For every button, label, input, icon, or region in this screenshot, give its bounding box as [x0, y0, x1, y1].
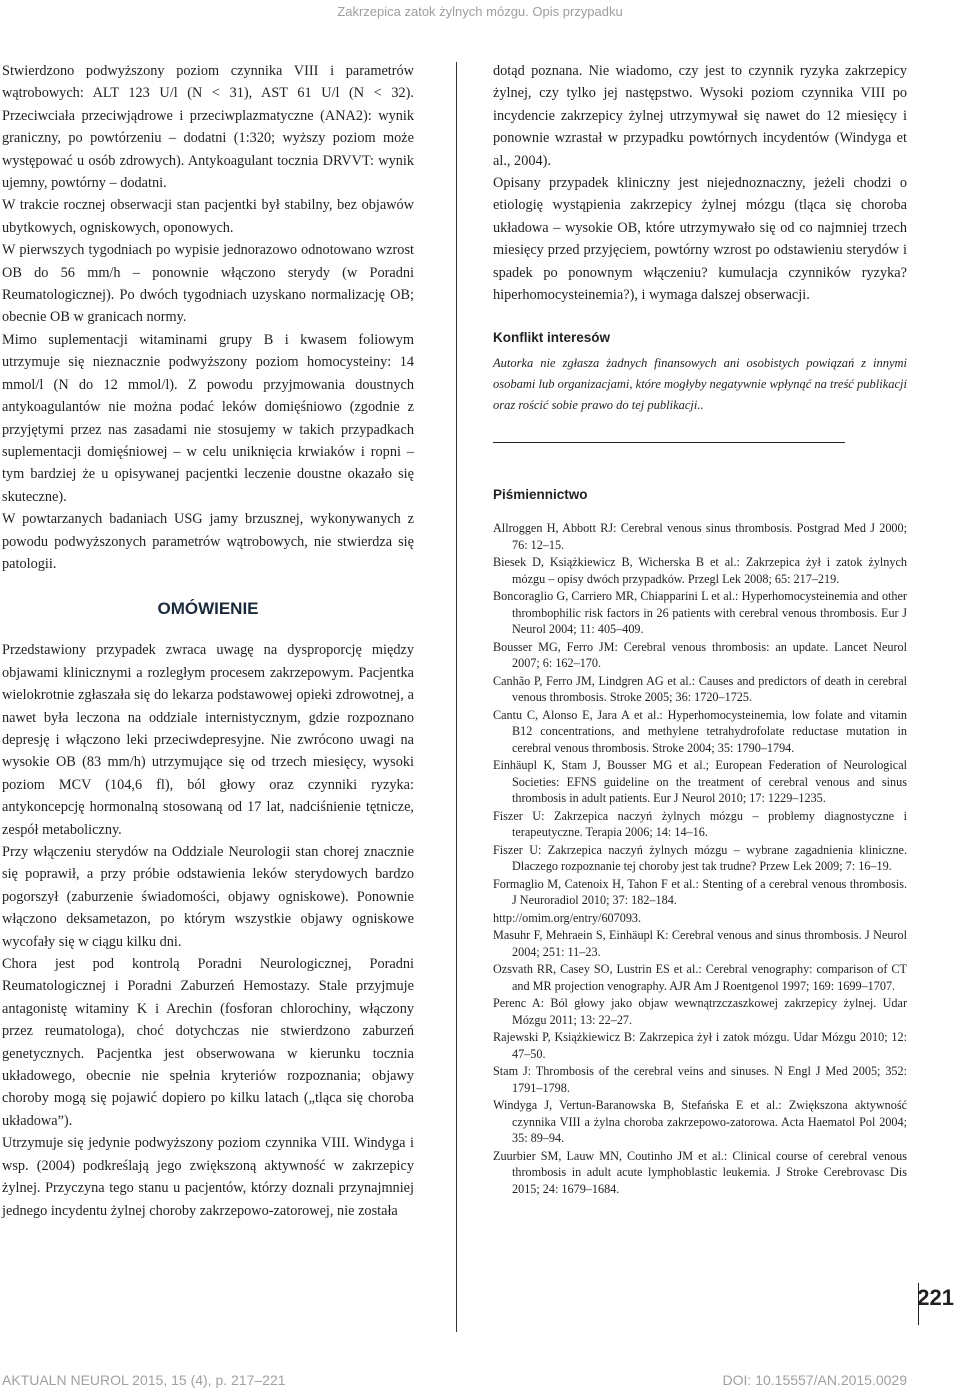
footer-doi: DOI: 10.15557/AN.2015.0029 — [722, 1372, 907, 1388]
left-paragraphs-top — [2, 60, 414, 575]
left-paragraphs-bottom — [2, 639, 414, 1222]
reference-item: Perenc A: Ból głowy jako objaw wewnątrzczaszkowej zakrzepicy żylnej. Udar Mózgu 2011; 13: 22–27. — [493, 996, 907, 1027]
reference-item: Fiszer U: Zakrzepica naczyń żylnych mózgu – wybrane zagadnienia kliniczne. Dlaczego rozpoznanie tej choroby jest tak trudne? Przew Lek 2009; 7: 16–19. — [493, 842, 907, 874]
reference-item: Biesek D, Książkiewicz B, Wicherska B et al.: Zakrzepica żył i zatok żylnych mózgu – opisy dwóch przypadków. Przegl Lek 2008; 65: 217–219. — [493, 555, 907, 586]
column-divider — [456, 62, 457, 1332]
reference-item: Cantu C, Alonso E, Jara A et al.: Hyperhomocysteinemia, low folate and vitamin B12 concentrations, and methylene tetrahydrofolate reductase mutation in cerebral venous thrombosis. Stroke 2004; 35: 1790–1794. — [493, 707, 907, 755]
reference-item: Bousser MG, Ferro JM: Cerebral venous thrombosis: an update. Lancet Neurol 2007; 6: 162–170. — [493, 639, 907, 671]
reference-item: Boncoraglio G, Carriero MR, Chiapparini L et al.: Hyperhomocysteinemia and other thrombophilic risk factors in 26 patients with cerebral venous thrombosis. Eur J Neurol 2004; 11: 405–409. — [493, 589, 907, 637]
reference-item: Stam J: Thrombosis of the cerebral veins and sinuses. N Engl J Med 2005; 352: 1791–1798. — [493, 1064, 907, 1095]
paragraph: Utrzymuje się jedynie podwyższony poziom czynnika VIII. Windyga i wsp. (2004) podkreślają jego zwiększoną aktywność w zakrzepicy żylnej. Przyczyna tego stanu u pacjentów, którzy doznali przynajmniej jednego incydentu żylnej choroby zakrzepowo-zatorowej, nie została — [2, 1135, 414, 1219]
paragraph: W trakcie rocznej obserwacji stan pacjentki był stabilny, bez objawów ubytkowych, ogniskowych, oponowych. — [2, 197, 414, 236]
paragraph: W powtarzanych badaniach USG jamy brzusznej, wykonywanych z powodu podwyższonych parametrów wątrobowych, nie stwierdza się patologii. — [2, 511, 414, 572]
paragraph: Stwierdzono podwyższony poziom czynnika VIII i parametrów wątrobowych: ALT 123 U/l (N < 31), AST 61 U/l (N < 32). Przeciwciała przeciwjądrowe i przeciwplazmatyczne (ANA2): wynik graniczny, po powtórzeniu – dodatni (1:320; wyższy poziom może występować u osób zdrowych). Antykoagulant tocznia DRVVT: wynik ujemny, powtórny – dodatni. — [2, 63, 414, 192]
paragraph: Przedstawiony przypadek zwraca uwagę na dysproporcję między objawami klinicznymi a rozległym procesem zakrzepowym. Pacjentka wielokrotnie zgłaszała się do lekarza podstawowej opieki zdrowotnej, a nawet była leczona na oddziale internistycznym, gdzie rozpoznano depresję i włączono leki przeciwdepresyjne. Nie zwrócono uwagi na wysokie OB (83 mm/h) utrzymujące się od trzech miesięcy, wysoki poziom MCV (104,6 fl), ból głowy oraz czynniki ryzyka: antykoncepcję hormonalną stosowaną od 17 lat, nadciśnienie tętnicze, zespół metaboliczny. — [2, 642, 414, 838]
reference-list — [493, 520, 907, 1197]
running-header: Zakrzepica zatok żylnych mózgu. Opis przypadku — [337, 4, 623, 19]
conflict-text: Autorka nie zgłasza żadnych finansowych ani osobistych powiązań z innymi osobami lub organizacjami, które mogłyby negatywnie wpłynąć na treść publikacji oraz rościć sobie prawo do tej publikacji.. — [493, 356, 907, 413]
footer-journal: AKTUALN NEUROL 2015, 15 (4), p. 217–221 — [2, 1372, 286, 1388]
references-heading: Piśmiennictwo — [493, 487, 588, 503]
horizontal-rule — [493, 442, 845, 443]
paragraph: Przy włączeniu sterydów na Oddziale Neurologii stan chorej znacznie się poprawił, a przy próbie odstawienia leków sterydowych bardzo pogorszył (zaburzenie świadomości, objawy ogniskowe). Ponownie włączono deksametazon, po którym wszystkie objawy ogniskowe wycofały się w ciągu kilku dni. — [2, 844, 414, 950]
reference-item: Formaglio M, Catenoix H, Tahon F et al.: Stenting of a cerebral venous thrombosis. J Neuroradiol 2010; 37: 182–184. — [493, 876, 907, 908]
reference-item: Einhäupl K, Stam J, Bousser MG et al.; European Federation of Neurological Societies: EFNS guideline on the treatment of cerebral venous and sinus thrombosis in adult patients. Eur J Neurol 2010; 17: 1229–1235. — [493, 758, 907, 806]
reference-item: Ozsvath RR, Casey SO, Lustrin ES et al.: Cerebral venography: comparison of CT and MR projection venography. AJR Am J Roentgenol 1997; 169: 1699–1707. — [493, 962, 907, 993]
paragraph: Mimo suplementacji witaminami grupy B i kwasem foliowym utrzymuje się nieznacznie podwyższony poziom homocysteiny: 14 mmol/l (N do 12 mmol/l). Z powodu przyjmowania doustnych antykoagulantów nie można podać leków domięśniowo (zgodnie z przyjętymi przez nas zasadami nie stosujemy w takich przypadkach suplementacji domięśniowej – w celu uniknięcia krwiaków i ropni – tym bardziej że u opisywanej pacjentki leczenie doustne okazało się skuteczne). — [2, 331, 414, 505]
reference-item: Zuurbier SM, Lauw MN, Coutinho JM et al.: Clinical course of cerebral venous thrombosis in adult acute lymphoblastic leukemia. J Stroke Cerebrovasc Dis 2015; 24: 1679–1684. — [493, 1148, 907, 1196]
page-number: 221 — [917, 1285, 954, 1310]
right-column — [493, 60, 907, 1198]
reference-item: Allroggen H, Abbott RJ: Cerebral venous sinus thrombosis. Postgrad Med J 2000; 76: 12–15. — [493, 521, 907, 552]
reference-item: Masuhr F, Mehraein S, Einhäupl K: Cerebral venous and sinus thrombosis. J Neurol 2004; 251: 11–23. — [493, 928, 907, 959]
reference-item: Fiszer U: Zakrzepica naczyń żylnych mózgu – problemy diagnostyczne i terapeutyczne. Terapia 2006; 14: 14–16. — [493, 808, 907, 840]
reference-item: Rajewski P, Książkiewicz B: Zakrzepica żył i zatok mózgu. Udar Mózgu 2010; 12: 47–50. — [493, 1030, 907, 1061]
right-paragraphs — [493, 60, 907, 306]
left-column — [2, 60, 414, 1222]
section-title-discussion: OMÓWIENIE — [157, 599, 259, 619]
conflict-heading: Konflikt interesów — [493, 330, 611, 346]
paragraph: Opisany przypadek kliniczny jest niejednoznaczny, jeżeli chodzi o etiologię wystąpienia zakrzepicy żylnej mózgu (tląca się choroba układowa – wysokie OB, które utrzymywało się od co najmniej trzech miesięcy przed przyjęciem, powtórny wzrost po odstawieniu sterydów i spadek po ponownym włączeniu? kumulacja czynników ryzyka? hiperhomocysteinemia?), i wymaga dalszej obserwacji. — [493, 175, 907, 304]
paragraph: W pierwszych tygodniach po wypisie jednorazowo odnotowano wzrost OB do 56 mm/h – ponownie włączono sterydy (w Poradni Reumatologicznej). Po dwóch tygodniach uzyskano normalizację OB; obecnie OB w granicach normy. — [2, 242, 414, 326]
paragraph: Chora jest pod kontrolą Poradni Neurologicznej, Poradni Reumatologicznej i Poradni Zaburzeń Hemostazy. Stale przyjmuje antagonistę witaminy K i Arechin (fosforan chlorochiny, włączony przez reumatologa), choć dotychczas nie stwierdzono zaburzeń genetycznych. Pacjentka jest obserwowana w kierunku tocznia układowego, obecnie nie spełnia kryteriów rozpoznania; objawy choroby mogą się pojawić dopiero po kilku latach („tląca się choroba układowa”). — [2, 956, 414, 1129]
reference-item: Canhão P, Ferro JM, Lindgren AG et al.: Causes and predictors of death in cerebral venous thrombosis. Stroke 2005; 36: 1720–1725. — [493, 673, 907, 705]
paragraph: dotąd poznana. Nie wiadomo, czy jest to czynnik ryzyka zakrzepicy żylnej, czy tylko jej następstwo. Wysoki poziom czynnika VIII po incydencie zakrzepicy żylnej utrzymywał się nawet do 12 miesięcy i ponownie wzrastał w przypadku powtórnych incydentów (Windyga et al., 2004). — [493, 63, 907, 169]
reference-item: Windyga J, Vertun-Baranowska B, Stefańska E et al.: Zwiększona aktywność czynnika VIII a żylna choroba zakrzepowo-zatorowa. Acta Haematol Pol 2004; 35: 89–94. — [493, 1098, 907, 1146]
reference-item: http://omim.org/entry/607093. — [493, 910, 642, 925]
